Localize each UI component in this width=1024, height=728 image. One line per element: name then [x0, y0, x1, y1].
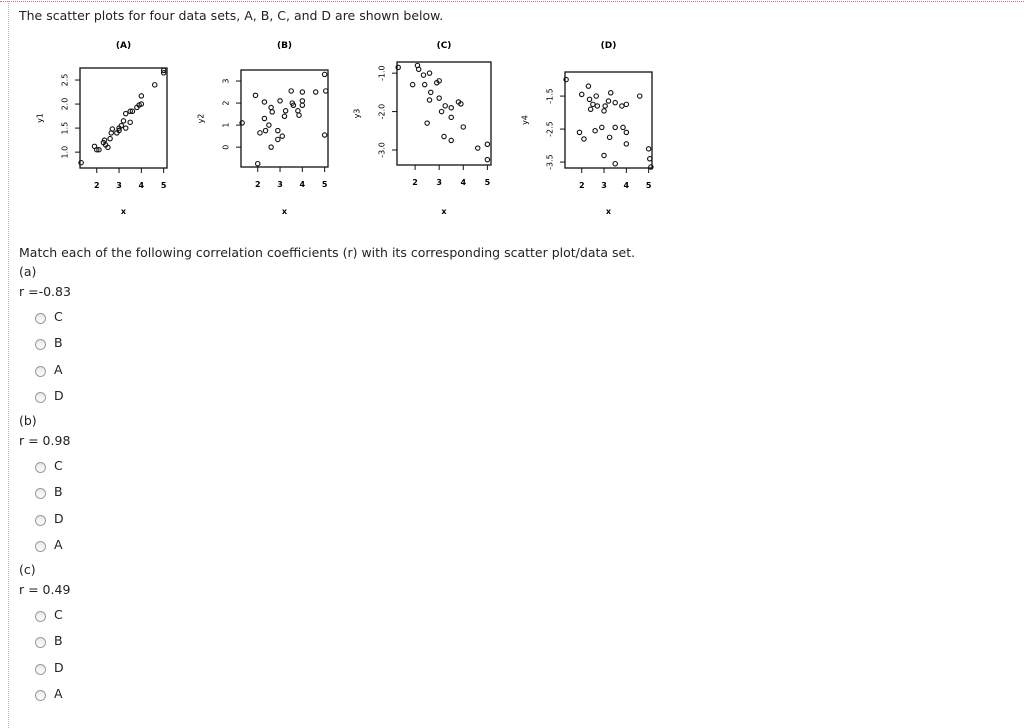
radio-button[interactable]: [35, 392, 46, 403]
y-axis-label: y1: [35, 113, 45, 123]
option-label: B: [54, 633, 63, 648]
option-d[interactable]: [35, 659, 64, 675]
data-point: [276, 137, 280, 141]
data-point: [314, 90, 318, 94]
option-label: D: [54, 659, 64, 675]
x-tick-label: 2: [578, 181, 585, 190]
plot-frame: [565, 72, 652, 168]
data-point: [603, 104, 607, 108]
option-label: A: [54, 361, 63, 377]
x-tick-label: 4: [138, 181, 145, 190]
x-axis-label: x: [120, 207, 127, 216]
data-point: [449, 106, 453, 110]
data-point: [613, 125, 617, 129]
data-point: [297, 113, 301, 117]
option-a[interactable]: [35, 686, 63, 702]
data-point: [648, 157, 652, 161]
data-point: [600, 125, 604, 129]
data-point: [461, 125, 465, 129]
data-point: [282, 114, 286, 118]
data-point: [602, 153, 606, 157]
y-tick-label: 2.5: [60, 73, 70, 87]
data-point: [437, 96, 441, 100]
instruction-text: Match each of the following correlation coefficients (r) with its corresponding scatter plot/data set.: [19, 245, 636, 260]
data-point: [410, 82, 414, 86]
radio-button[interactable]: [35, 637, 46, 648]
x-tick-label: 4: [623, 181, 630, 190]
data-point: [124, 126, 128, 130]
x-tick-label: 5: [484, 178, 491, 187]
data-point: [300, 99, 304, 103]
data-point: [476, 146, 480, 150]
data-point: [322, 133, 326, 137]
y-axis-label: y3: [352, 108, 362, 119]
data-point: [577, 130, 581, 134]
y-tick-label: -3.0: [377, 142, 387, 158]
option-a[interactable]: [35, 537, 63, 553]
data-point: [594, 94, 598, 98]
data-point: [423, 82, 427, 86]
data-point: [425, 121, 429, 125]
data-point: [449, 138, 453, 142]
data-point: [580, 92, 584, 96]
data-point: [270, 110, 274, 114]
data-point: [322, 72, 326, 76]
radio-button[interactable]: [35, 366, 46, 377]
r-value: r = 0.49: [19, 582, 71, 597]
data-point: [485, 157, 489, 161]
data-point: [300, 103, 304, 107]
data-point: [427, 71, 431, 75]
radio-button[interactable]: [35, 541, 46, 552]
option-label: D: [54, 388, 64, 403]
radio-button[interactable]: [35, 313, 46, 324]
data-point: [582, 137, 586, 141]
intro-text: The scatter plots for four data sets, A, B, C, and D are shown below.: [19, 8, 444, 23]
data-point: [289, 89, 293, 93]
data-point: [280, 134, 284, 138]
radio-button[interactable]: [35, 462, 46, 473]
x-tick-label: 5: [645, 181, 652, 190]
data-point: [276, 128, 280, 132]
y-tick-label: -3.5: [545, 154, 555, 170]
y-tick-label: -1.5: [545, 88, 555, 104]
data-point: [442, 134, 446, 138]
question-label: (c): [19, 562, 36, 577]
data-point: [624, 130, 628, 134]
data-point: [128, 120, 132, 124]
plot-title: (C): [436, 41, 452, 51]
y-tick-label: 2.0: [60, 97, 70, 111]
x-tick-label: 2: [412, 178, 418, 187]
data-point: [256, 161, 260, 165]
data-point: [153, 83, 157, 87]
x-tick-label: 2: [93, 181, 100, 190]
y-tick-label: 1.5: [60, 121, 70, 135]
y-tick-label: 2: [221, 100, 231, 106]
radio-button[interactable]: [35, 515, 46, 526]
radio-button[interactable]: [35, 339, 46, 350]
option-label: B: [54, 335, 63, 350]
option-label: C: [54, 606, 63, 622]
data-point: [613, 100, 617, 104]
x-tick-label: 3: [601, 181, 607, 190]
y-tick-label: 1.0: [60, 145, 70, 159]
option-b[interactable]: [35, 633, 63, 649]
data-point: [595, 104, 599, 108]
data-point: [429, 90, 433, 94]
data-point: [139, 94, 143, 98]
data-point: [253, 93, 257, 97]
r-value: r =-0.83: [19, 284, 71, 299]
data-point: [624, 102, 628, 106]
data-point: [262, 100, 266, 104]
data-point: [591, 102, 595, 106]
data-point: [593, 129, 597, 133]
option-c[interactable]: [35, 606, 63, 622]
data-point: [427, 98, 431, 102]
x-tick-label: 2: [254, 180, 261, 189]
radio-button[interactable]: [35, 664, 46, 675]
scatter-plots: [0, 0, 700, 225]
data-point: [439, 109, 443, 113]
x-axis-label: x: [441, 207, 447, 216]
scatter-plot-d: [521, 41, 654, 216]
data-point: [485, 142, 489, 146]
y-tick-label: 0: [221, 144, 231, 150]
data-point: [646, 147, 650, 151]
data-point: [621, 125, 625, 129]
y-tick-label: 1: [221, 122, 231, 128]
scatter-plot-b: [197, 41, 329, 216]
data-point: [421, 73, 425, 77]
data-point: [638, 94, 642, 98]
scatter-plot-c: [353, 41, 492, 216]
data-point: [606, 99, 610, 103]
x-tick-label: 3: [436, 178, 442, 187]
x-tick-label: 5: [321, 180, 328, 189]
data-point: [269, 105, 273, 109]
data-point: [613, 162, 617, 166]
option-d[interactable]: [35, 510, 64, 526]
data-point: [108, 136, 112, 140]
y-tick-label: -2.0: [377, 103, 387, 120]
scatter-plot-a: [36, 41, 168, 216]
radio-button[interactable]: [35, 690, 46, 701]
data-point: [269, 145, 273, 149]
data-point: [124, 111, 128, 115]
option-d[interactable]: [35, 388, 64, 404]
data-point: [586, 84, 590, 88]
data-point: [267, 123, 271, 127]
data-point: [296, 109, 300, 113]
data-point: [258, 131, 262, 135]
x-tick-label: 3: [277, 180, 283, 189]
data-point: [602, 109, 606, 113]
option-a[interactable]: [35, 361, 63, 377]
option-c[interactable]: [35, 457, 63, 473]
option-label: D: [54, 510, 64, 526]
data-point: [607, 135, 611, 139]
y-tick-label: 3: [221, 78, 231, 84]
y-tick-label: -2.5: [545, 121, 555, 137]
plot-title: (D): [600, 41, 617, 51]
option-label: A: [54, 686, 63, 701]
option-b[interactable]: [35, 335, 63, 351]
x-tick-label: 3: [116, 181, 122, 190]
data-point: [262, 116, 266, 120]
question-label: (a): [19, 264, 37, 279]
data-point: [624, 142, 628, 146]
x-axis-label: x: [605, 207, 612, 216]
data-point: [588, 107, 592, 111]
y-axis-label: y2: [196, 113, 206, 124]
data-point: [443, 104, 447, 108]
option-label: C: [54, 457, 63, 473]
data-point: [263, 128, 267, 132]
data-point: [449, 115, 453, 119]
x-axis-label: x: [281, 207, 288, 216]
data-point: [324, 89, 328, 93]
radio-button[interactable]: [35, 488, 46, 499]
r-value: r = 0.98: [19, 433, 71, 448]
option-label: A: [54, 537, 63, 552]
x-tick-label: 4: [460, 178, 467, 187]
y-tick-label: -1.0: [377, 65, 387, 81]
data-point: [283, 109, 287, 113]
question-label: (b): [19, 413, 37, 428]
option-label: C: [54, 308, 63, 324]
plot-title: (B): [276, 41, 293, 51]
data-point: [121, 119, 125, 123]
option-c[interactable]: [35, 308, 63, 324]
x-tick-label: 4: [299, 180, 306, 189]
plot-title: (A): [115, 41, 132, 51]
y-axis-label: y4: [520, 115, 530, 125]
data-point: [609, 91, 613, 95]
data-point: [278, 99, 282, 103]
data-point: [300, 90, 304, 94]
data-point: [620, 104, 624, 108]
option-label: B: [54, 484, 63, 499]
data-point: [587, 97, 591, 101]
option-b[interactable]: [35, 484, 63, 500]
radio-button[interactable]: [35, 611, 46, 622]
x-tick-label: 5: [160, 181, 167, 190]
